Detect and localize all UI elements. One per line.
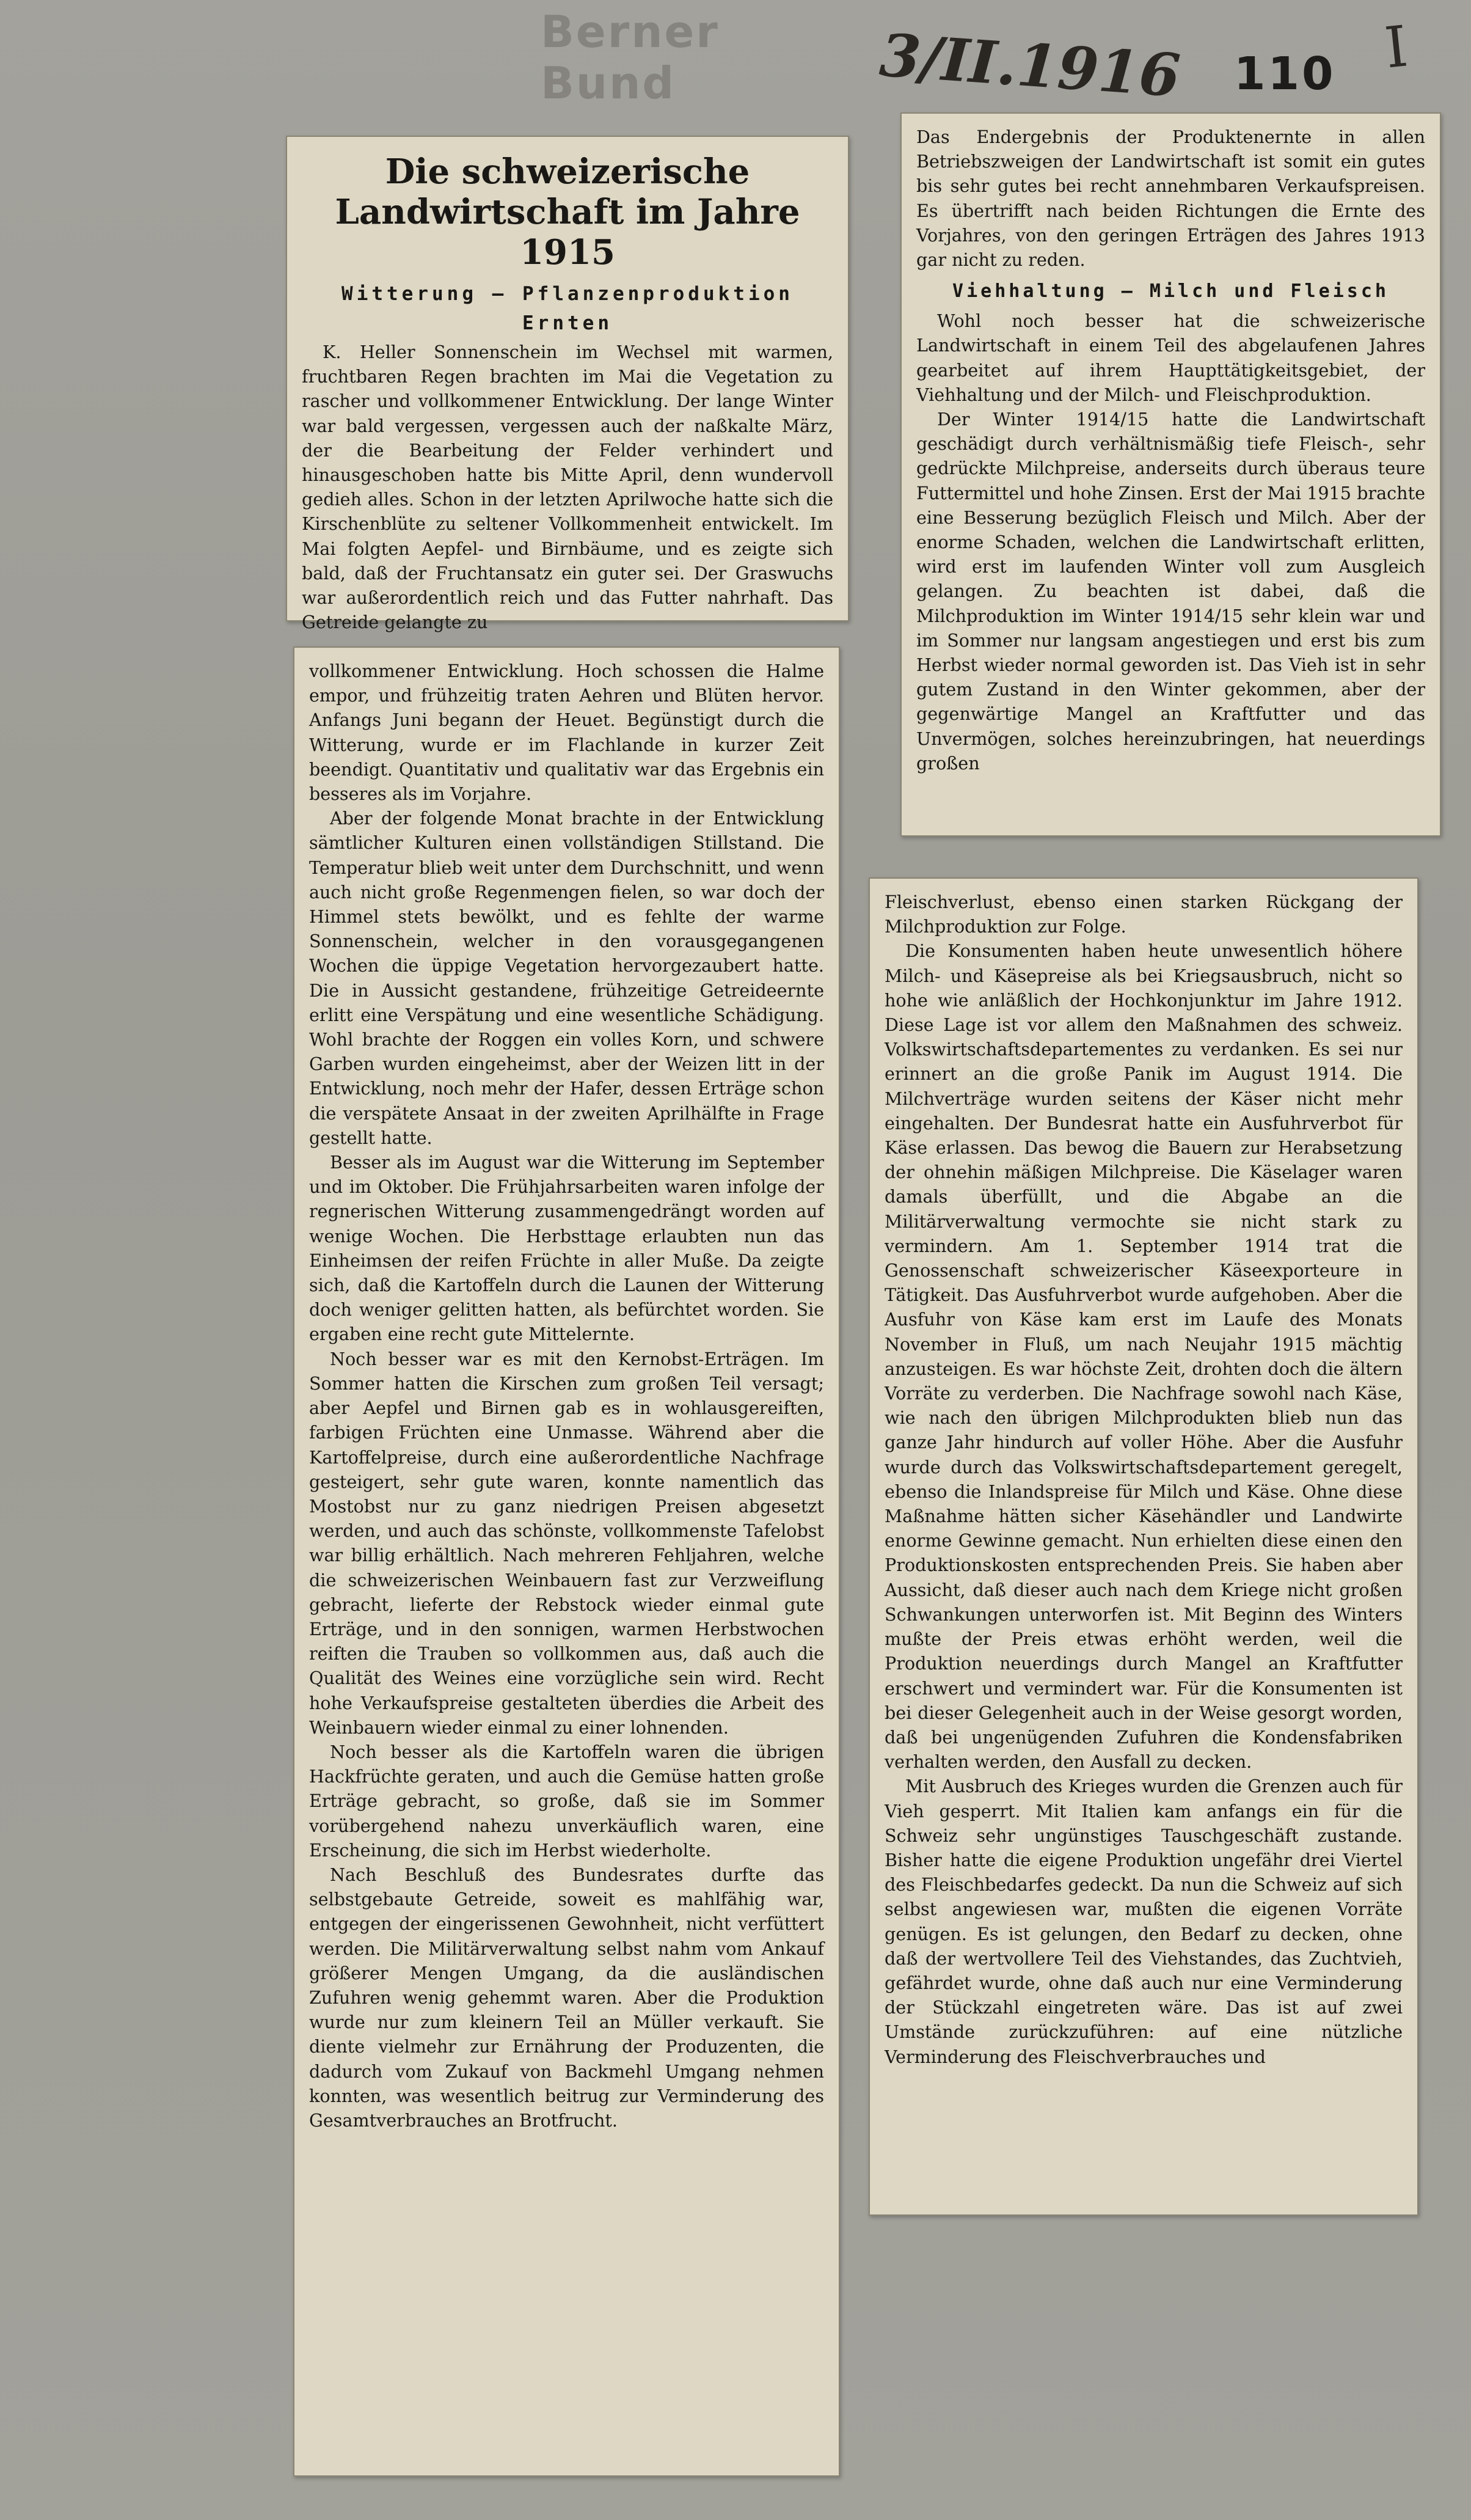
paragraph: Wohl noch besser hat die schweizerische Landwirtschaft in einem Teil des abgelaufenen Jahres gearbeitet auf ihrem Haupttätigkeitsgebiet, der Viehhaltung und der Milch- und Fleischproduktion. (916, 310, 1425, 405)
clipping-headline (286, 136, 849, 633)
paragraph: Nach Beschluß des Bundesrates durfte das selbstgebaute Getreide, soweit es mahlfähig war, entgegen der eingerissenen Gewohnheit, nicht verfüttert werden. Die Militärverwaltung selbst nahm vom Ankauf größerer Mengen Umgang, da die ausländischen Zufuhren wenig gehemmt waren. Aber die Produktion wurde nur zum kleinern Teil an Müller verkauft. Sie diente vielmehr zur Ernährung der Produzenten, die dadurch vom Zukauf von Backmehl Umgang nehmen konnten, was wesentlich beitrug zur Verminderung des Gesamtverbrauches an Brotfrucht. (309, 1864, 824, 2131)
clipping-top-right (900, 112, 1441, 837)
article-title: Die schweizerische Landwirtschaft im Jahre 1915 (335, 152, 800, 273)
clipping-left-column (293, 646, 840, 2477)
paragraph: Noch besser als die Kartoffeln waren die übrigen Hackfrüchte geraten, und auch die Gemüse hatten große Erträge gebracht, so große, daß sie im Sommer vorübergehend nahezu unverkäuflich waren, eine Erscheinung, die sich im Herbst wiederholte. (309, 1741, 824, 1861)
newspaper-stamp: Berner Bund (541, 6, 720, 109)
paragraph: Noch besser war es mit den Kernobst-Erträgen. Im Sommer hatten die Kirschen zum großen Teil versagt; aber Aepfel und Birnen gab es in wohlausgereiften, farbigen Früchten eine Unmasse. Während aber die Kartoffelpreise, durch eine außerordentliche Nachfrage gesteigert, sehr gute waren, konnte namentlich das Mostobst nur zu ganz niedrigen Preisen abgesetzt werden, und auch das schönste, vollkommenste Tafelobst war billig erhältlich. Nach mehreren Fehljahren, welche die schweizerischen Weinbauern fast zur Verzweiflung gebracht, lieferte der Rebstock wieder einmal gute Erträge, und in den sonnigen, warmen Herbstwochen reiften die Trauben so vollkommen aus, daß auch die Qualität des Weines eine vorzügliche sein wird. Recht hohe Verkaufspreise gestalteten überdies die Arbeit des Weinbauern wieder einmal zu einer lohnenden. (309, 1348, 824, 1738)
section-heading: Viehhaltung — Milch und Fleisch (952, 280, 1389, 302)
article-subtitle-1: Witterung — Pflanzenproduktion (341, 283, 794, 305)
paragraph: Aber der folgende Monat brachte in der Entwicklung sämtlicher Kulturen einen vollständigen Stillstand. Die Temperatur blieb weit unter dem Durchschnitt, und wenn auch nicht große Regenmengen fielen, so war doch der Himmel stets bewölkt, und es fehlte der warme Sonnenschein, welcher in den vorausgegangenen Wochen die üppige Vegetation hervorgezaubert hatte. Die in Aussicht gestandene, frühzeitige Getreideernte erlitt eine Verspätung und eine wesentliche Schädigung. Wohl brachte der Roggen ein volles Korn, und schwere Garben wurden eingeheimst, aber der Weizen litt in der Entwicklung, noch mehr der Hafer, dessen Erträge schon die verspätete Ansaat in der zweiten Aprilhälfte in Frage gestellt hatte. (309, 808, 824, 1148)
paragraph: K. Heller Sonnenschein im Wechsel mit warmen, fruchtbaren Regen brachten im Mai die Vegetation zu rascher und vollkommener Entwicklung. Der lange Winter war bald vergessen, vergessen auch der naßkalte März, der die Bearbeitung der Felder verhindert und hinausgeschoben hatte bis Mitte April, denn wundervoll gedieh alles. Schon in der letzten Aprilwoche hatte sich die Kirschenblüte zu seltener Vollkommenheit entwickelt. Im Mai folgten Aepfel- und Birnbäume, und es zeigte sich bald, daß der Fruchtansatz ein guter sei. Der Graswuchs war außerordentlich reich und das Futter nahrhaft. Das Getreide gelangte zu (302, 342, 833, 633)
roman-numeral-mark: I (1382, 13, 1411, 81)
paragraph: vollkommener Entwicklung. Hoch schossen die Halme empor, und frühzeitig traten Aehren und Blüten hervor. Anfangs Juni begann der Heuet. Begünstigt durch die Witterung, wurde er im Flachlande in kurzer Zeit beendigt. Quantitativ und qualitativ war das Ergebnis ein besseres als im Vorjahre. (309, 661, 824, 805)
paragraph: Fleischverlust, ebenso einen starken Rückgang der Milchproduktion zur Folge. (885, 892, 1403, 937)
paragraph: Die Konsumenten haben heute unwesentlich höhere Milch- und Käsepreise als bei Kriegsausbruch, nicht so hohe wie anläßlich der Hochkonjunktur im Jahre 1912. Diese Lage ist vor allem den Maßnahmen des schweiz. Volkswirtschaftsdepartementes zu verdanken. Es sei nur erinnert an die große Panik im August 1914. Die Milchverträge wurden seitens der Käser nicht mehr eingehalten. Der Bundesrat hatte ein Ausfuhrverbot für Käse erlassen. Das bewog die Bauern zur Herabsetzung der ohnehin mäßigen Milchpreise. Die Käselager waren damals überfüllt, und die Abgabe an die Militärverwaltung vermochte sie nicht stark zu vermindern. Am 1. September 1914 trat die Genossenschaft schweizerischer Käseexporteure in Tätigkeit. Das Ausfuhrverbot wurde aufgehoben. Aber die Ausfuhr von Käse kam erst im Laufe des Monats November in Fluß, um nach Neujahr 1915 mächtig anzusteigen. Es war höchste Zeit, drohten doch die ältern Vorräte zu verderben. Die Nachfrage sowohl nach Käse, wie nach den übrigen Milchprodukten blieb nun das ganze Jahr hindurch auf voller Höhe. Aber die Ausfuhr wurde durch das Volkswirtschaftsdepartement geregelt, ebenso die Inlandspreise für Milch und Käse. Ohne diese Maßnahme hätten sicher Käsehändler und Landwirte enorme Gewinne gemacht. Nun erhielten diese einen den Produktionskosten entsprechenden Preis. Sie haben aber Aussicht, daß dieser auch nach dem Kriege nicht großen Schwankungen unterworfen ist. Mit Beginn des Winters mußte der Preis etwas erhöht werden, weil die Produktion neuerdings durch Mangel an Kraftfutter erschwert und vermindert war. Für die Konsumenten ist bei dieser Gelegenheit auch in der Weise gesorgt worden, daß bei ungenügenden Zufuhren die Kondensfabriken verhalten werden, den Ausfall zu decken. (885, 940, 1403, 1773)
paragraph: Besser als im August war die Witterung im September und im Oktober. Die Frühjahrsarbeiten waren infolge der regnerischen Witterung zusammengedrängt worden auf wenige Wochen. Die Herbsttage erlaubten nun das Einheimsen der reifen Früchte in aller Muße. Da zeigte sich, daß die Kartoffeln durch die Launen der Witterung doch weniger gelitten hatten, als befürchtet worden. Sie ergaben eine recht gute Mittelernte. (309, 1152, 824, 1345)
paragraph: Der Winter 1914/15 hatte die Landwirtschaft geschädigt durch verhältnismäßig tiefe Fleisch-, sehr gedrückte Milchpreise, anderseits durch überaus teure Futtermittel und hohe Zinsen. Erst der Mai 1915 brachte eine Besserung bezüglich Fleisch und Milch. Aber der enorme Schaden, welchen die Landwirtschaft erlitten, wird erst im laufenden Winter voll zum Ausgleich gelangen. Zu beachten ist dabei, daß die Milchproduktion im Winter 1914/15 sehr klein war und im Sommer nur langsam angestiegen und erst bis zum Herbst wieder normal geworden ist. Das Vieh ist in sehr gutem Zustand in den Winter gekommen, aber der gegenwärtige Mangel an Kraftfutter und das Unvermögen, solches hereinzubringen, hat neuerdings großen (916, 409, 1425, 774)
clipping-lower-right (869, 877, 1418, 2216)
page-number: 110 (1234, 48, 1336, 100)
paragraph: Das Endergebnis der Produktenernte in allen Betriebszweigen der Landwirtschaft ist somit ein gutes bis sehr gutes bei recht annehmbaren Verkaufspreisen. Es übertrifft nach beiden Richtungen die Ernte des Vorjahres, von den geringen Erträgen des Jahres 1913 gar nicht zu reden. (916, 126, 1425, 271)
paragraph: Mit Ausbruch des Krieges wurden die Grenzen auch für Vieh gesperrt. Mit Italien kam anfangs ein für die Schweiz sehr ungünstiges Tauschgeschäft zustande. Bisher hatte die eigene Produktion ungefähr drei Viertel des Fleischbedarfes gedeckt. Da nun die Schweiz auf sich selbst angewiesen war, mußten die eigenen Vorräte genügen. Es ist gelungen, den Bedarf zu decken, ohne daß der wertvollere Teil des Viehstandes, das Zuchtvieh, gefährdet wurde, ohne daß auch nur eine Verminderung der Stückzahl eingetreten wäre. Das ist auf zwei Umstände zurückzuführen: auf eine nützliche Verminderung des Fleischverbrauches und (885, 1776, 1403, 2067)
handwritten-date: 3/II.1916 (877, 20, 1183, 111)
article-subtitle-2: Ernten (522, 312, 613, 334)
